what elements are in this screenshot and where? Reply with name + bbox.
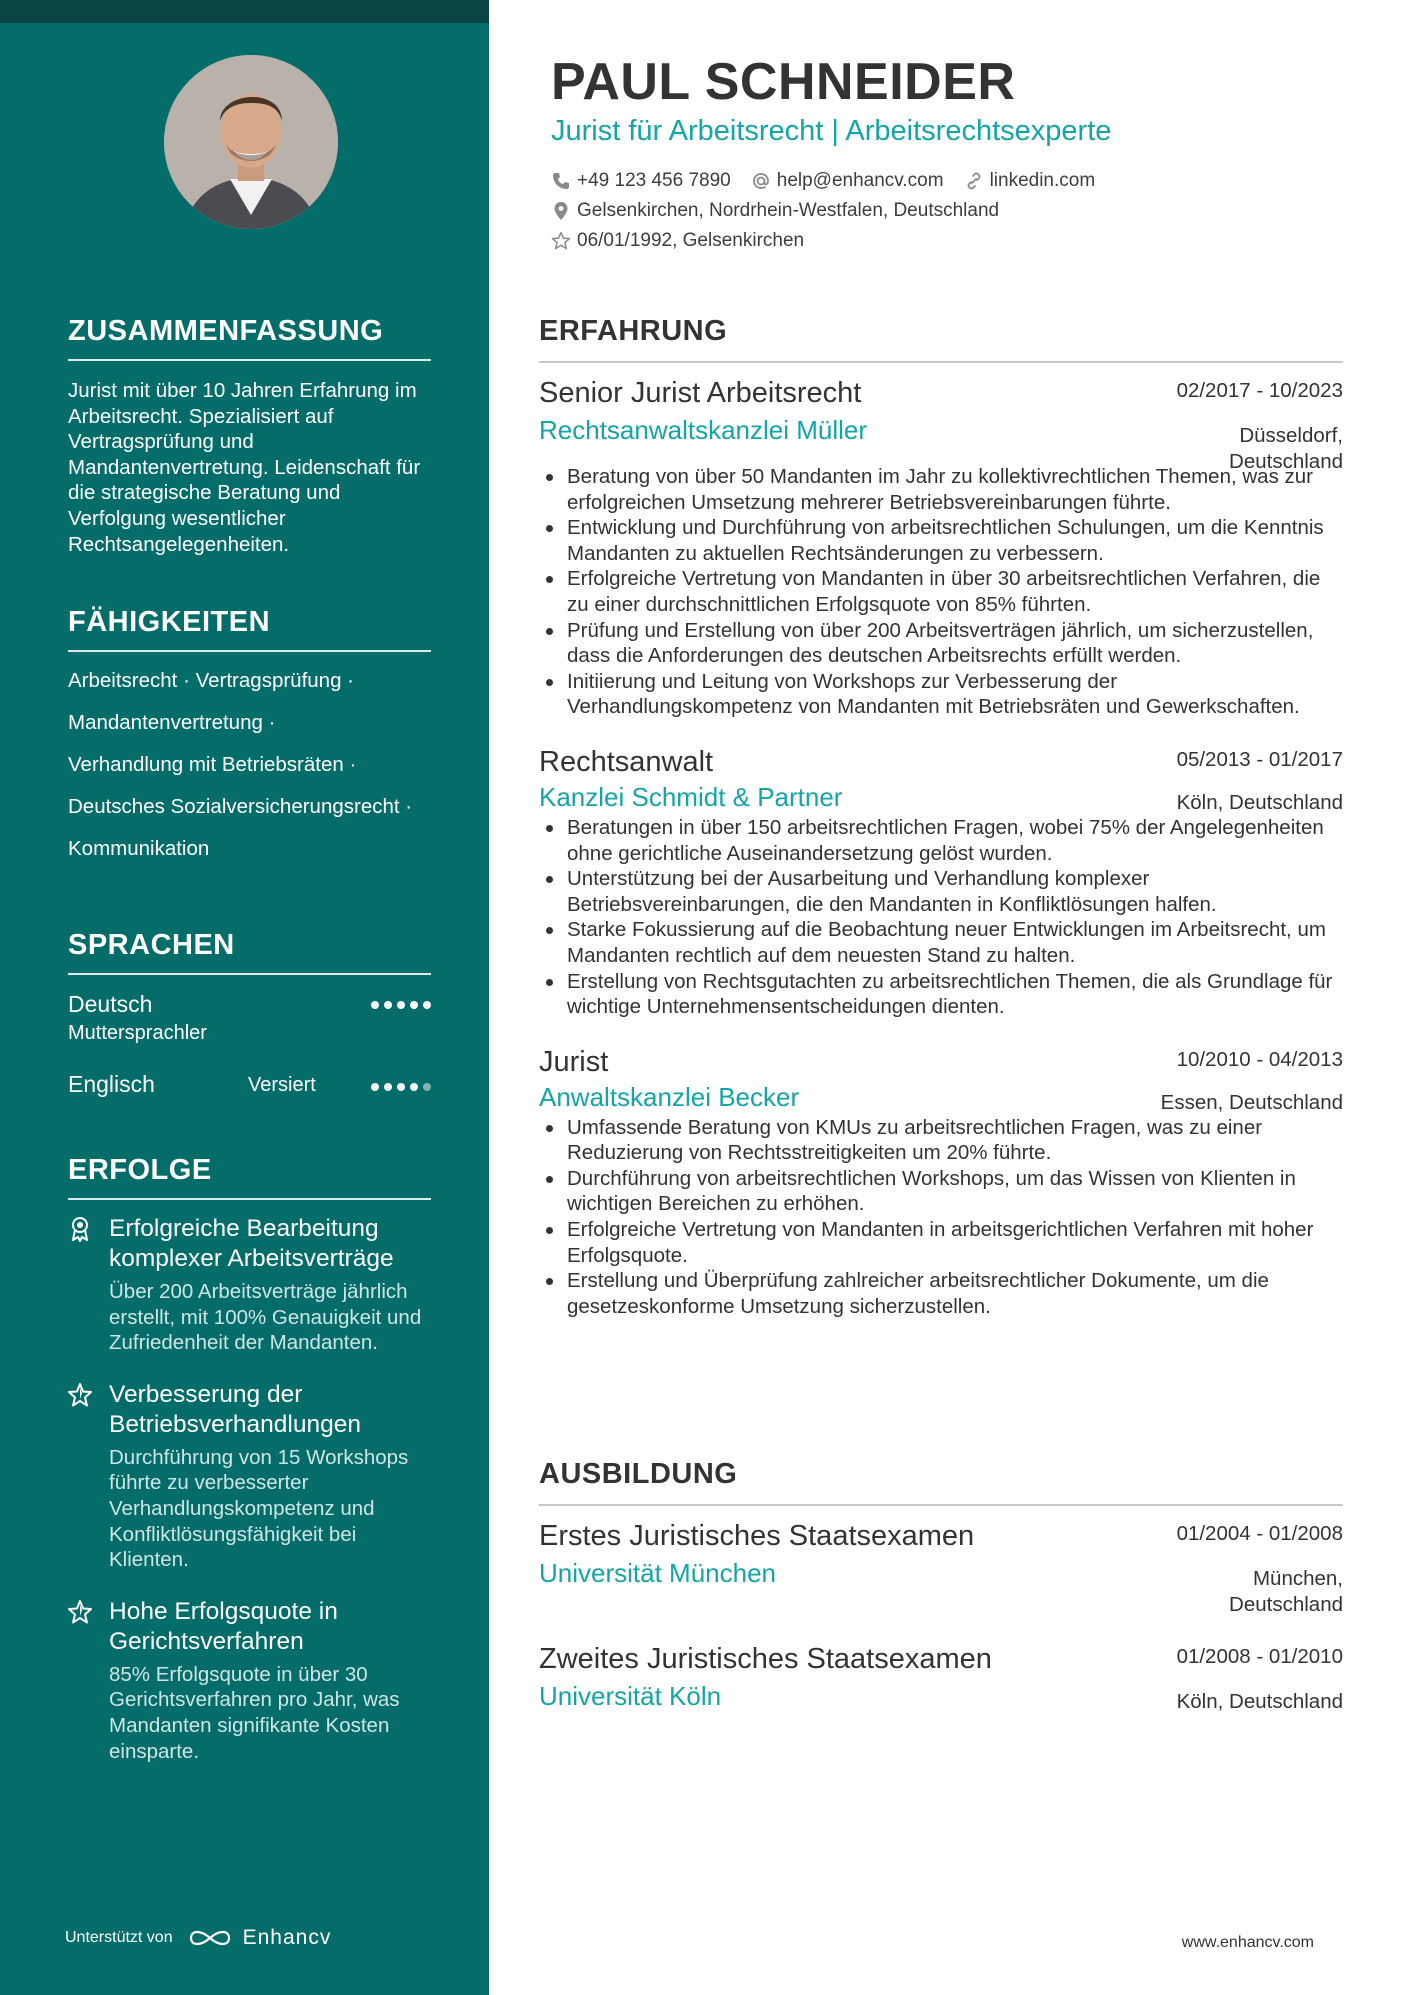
job-company: Kanzlei Schmidt & Partner bbox=[539, 781, 843, 812]
job-entry bbox=[539, 746, 1343, 1020]
language-name: Englisch bbox=[68, 1071, 155, 1097]
job-date: 02/2017 - 10/2023 bbox=[1176, 379, 1343, 402]
achievements-title: ERFOLGE bbox=[68, 1154, 431, 1200]
birth-text: 06/01/1992, Gelsenkirchen bbox=[577, 230, 805, 251]
skill-line: Mandantenvertretung · bbox=[68, 711, 276, 734]
contact-birth bbox=[551, 230, 804, 252]
skill-line: Kommunikation bbox=[68, 837, 210, 860]
job-company: Anwaltskanzlei Becker bbox=[539, 1081, 800, 1112]
job-bullet: Umfassende Beratung von KMUs zu arbeitsrechtlichen Fragen, was zu einer Reduzierung von Rechtsstreitigkeiten um 20% führte. bbox=[539, 1115, 1343, 1166]
job-bullet: Beratung von über 50 Mandanten im Jahr zu kollektivrechtlichen Themen, was zur erfolgreichen Umsetzung mehrerer Betriebsvereinbarungen führte. bbox=[539, 464, 1343, 515]
email-text[interactable]: help@enhancv.com bbox=[776, 170, 944, 191]
job-title: Rechtsanwalt bbox=[539, 745, 714, 778]
achievement-description: Durchführung von 15 Workshops führte zu verbesserter Verhandlungskompetenz und Konfliktlösungsfähigkeit bei Klienten. bbox=[109, 1445, 409, 1572]
job-title: Senior Jurist Arbeitsrecht bbox=[539, 377, 862, 409]
enhancv-logo[interactable] bbox=[187, 1926, 332, 1950]
job-bullet: Entwicklung und Durchführung von arbeitsrechtlichen Schulungen, um die Kenntnis Mandanten zu aktuellen Rechtsänderungen zu verbessern. bbox=[539, 515, 1343, 566]
location-text: Gelsenkirchen, Nordrhein-Westfalen, Deutschland bbox=[577, 200, 1000, 221]
education-school: Universität Köln bbox=[539, 1681, 722, 1711]
award-ribbon-icon bbox=[68, 1216, 92, 1242]
language-rating bbox=[371, 1083, 431, 1091]
job-bullet: Initiierung und Leitung von Workshops zur Verbesserung der Verhandlungskompetenz von Mandanten mit Betriebsräten und Gewerkschaften. bbox=[539, 669, 1343, 720]
rating-dot-filled bbox=[397, 1001, 405, 1009]
language-name: Deutsch bbox=[68, 991, 153, 1017]
education-school: Universität München bbox=[539, 1558, 776, 1588]
achievement-description: 85% Erfolgsquote in über 30 Gerichtsverfahren pro Jahr, was Mandanten signifikante Kosten einsparte. bbox=[109, 1662, 400, 1763]
education-location-line: Deutschland bbox=[1229, 1592, 1343, 1616]
location-row bbox=[551, 200, 999, 222]
education-location-line: München, bbox=[1252, 1567, 1343, 1590]
job-location-line: Essen, Deutschland bbox=[1160, 1090, 1343, 1114]
enhancv-logo-icon bbox=[187, 1926, 233, 1950]
education-entry bbox=[539, 1643, 1343, 1712]
sidebar bbox=[0, 0, 489, 1995]
language-level: Muttersprachler bbox=[68, 1022, 207, 1044]
achievements-section bbox=[68, 1154, 431, 1788]
skills-list bbox=[68, 666, 431, 876]
achievement-title: Hohe Erfolgsquote in Gerichtsverfahren bbox=[109, 1597, 338, 1655]
job-entry bbox=[539, 377, 1343, 720]
summary-title: ZUSAMMENFASSUNG bbox=[68, 315, 431, 361]
languages-list bbox=[68, 991, 431, 1151]
job-bullet: Erfolgreiche Vertretung von Mandanten in über 30 arbeitsrechtlichen Verfahren, die zu einer durchschnittlichen Erfolgsquote von 85% führten. bbox=[539, 566, 1343, 617]
powered-by bbox=[65, 1926, 331, 1950]
contact-row bbox=[551, 170, 1095, 192]
education-degree: Erstes Juristisches Staatsexamen bbox=[539, 1520, 975, 1552]
birth-row bbox=[551, 230, 804, 252]
job-date: 05/2013 - 01/2017 bbox=[1176, 747, 1343, 771]
language-item bbox=[68, 1071, 431, 1151]
job-bullet: Durchführung von arbeitsrechtlichen Workshops, um das Wissen von Klienten in wichtigen Bereichen zu erhöhen. bbox=[539, 1166, 1343, 1217]
star-icon bbox=[68, 1382, 92, 1408]
achievement-item bbox=[68, 1380, 431, 1573]
profile-photo-image bbox=[164, 55, 338, 229]
education-location bbox=[1177, 1689, 1343, 1715]
achievement-item bbox=[68, 1597, 431, 1764]
summary-text: Jurist mit über 10 Jahren Erfahrung im Arbeitsrecht. Spezialisiert auf Vertragsprüfung und Mandantenvertretung. Leidenschaft für die strategische Beratung und Verfolgung wesentlicher Rechtsangelegenheiten. bbox=[68, 379, 421, 556]
rating-dot-filled bbox=[371, 1001, 379, 1009]
education-location-line: Köln, Deutschland bbox=[1176, 1690, 1343, 1713]
languages-title: SPRACHEN bbox=[68, 929, 431, 975]
powered-by-label: Unterstützt von bbox=[65, 1929, 173, 1946]
job-bullet: Beratungen in über 150 arbeitsrechtlichen Fragen, wobei 75% der Angelegenheiten ohne gerichtliche Auseinandersetzung gelöst wurden. bbox=[539, 815, 1343, 866]
job-bullets bbox=[539, 815, 1343, 1020]
experience-title: ERFAHRUNG bbox=[539, 315, 1343, 363]
job-entry bbox=[539, 1046, 1343, 1320]
contact-website bbox=[964, 170, 1096, 192]
job-location-line: Köln, Deutschland bbox=[1176, 790, 1343, 814]
skills-title: FÄHIGKEITEN bbox=[68, 606, 431, 652]
achievement-item bbox=[68, 1214, 431, 1356]
at-icon bbox=[751, 171, 771, 191]
rating-dot-filled bbox=[423, 1001, 431, 1009]
rating-dot-filled bbox=[410, 1083, 418, 1091]
education-degree: Zweites Juristisches Staatsexamen bbox=[539, 1643, 992, 1675]
job-location-line: Düsseldorf, bbox=[1239, 424, 1343, 447]
language-item bbox=[68, 991, 431, 1071]
location-pin-icon bbox=[551, 201, 571, 221]
education-title: AUSBILDUNG bbox=[539, 1458, 1343, 1506]
achievements-list bbox=[68, 1214, 431, 1764]
footer-url[interactable]: www.enhancv.com bbox=[1181, 1934, 1314, 1951]
job-bullet: Erstellung und Überprüfung zahlreicher arbeitsrechtlicher Dokumente, um die gesetzeskonforme Umsetzung sicherzustellen. bbox=[539, 1268, 1343, 1319]
contact-phone bbox=[551, 170, 731, 192]
skill-line: Deutsches Sozialversicherungsrecht · bbox=[68, 795, 413, 818]
job-bullets bbox=[539, 464, 1343, 720]
contact-email bbox=[751, 170, 944, 192]
education-date: 01/2004 - 01/2008 bbox=[1176, 1522, 1343, 1545]
achievement-description: Über 200 Arbeitsverträge jährlich erstellt, mit 100% Genauigkeit und Zufriedenheit der Mandanten. bbox=[109, 1280, 422, 1355]
profile-photo bbox=[164, 55, 338, 229]
education-date: 01/2008 - 01/2010 bbox=[1176, 1645, 1343, 1668]
rating-dot-filled bbox=[371, 1083, 379, 1091]
job-bullet: Starke Fokussierung auf die Beobachtung neuer Entwicklungen im Arbeitsrecht, um Mandanten rechtlich auf dem neuesten Stand zu halten. bbox=[539, 917, 1343, 968]
job-bullet: Erfolgreiche Vertretung von Mandanten in arbeitsgerichtlichen Verfahren mit hoher Erfolgsquote. bbox=[539, 1217, 1343, 1268]
achievement-title: Erfolgreiche Bearbeitung komplexer Arbeitsverträge bbox=[109, 1215, 394, 1272]
skill-line: Verhandlung mit Betriebsräten · bbox=[68, 753, 357, 776]
website-text[interactable]: linkedin.com bbox=[989, 170, 1096, 191]
star-icon bbox=[68, 1599, 92, 1625]
skills-section bbox=[68, 606, 431, 876]
rating-dot-filled bbox=[410, 1001, 418, 1009]
education-section bbox=[539, 1458, 1343, 1712]
enhancv-logo-text: Enhancv bbox=[242, 1926, 332, 1949]
job-location bbox=[1177, 790, 1343, 816]
link-icon bbox=[964, 171, 984, 191]
languages-section bbox=[68, 929, 431, 1151]
achievement-title: Verbesserung der Betriebsverhandlungen bbox=[109, 1380, 361, 1438]
job-date: 10/2010 - 04/2013 bbox=[1176, 1047, 1343, 1071]
rating-dot-filled bbox=[397, 1083, 405, 1091]
language-level: Versiert bbox=[248, 1074, 316, 1096]
candidate-headline: Jurist für Arbeitsrecht | Arbeitsrechtsexperte bbox=[551, 115, 1112, 147]
sidebar-top-bar bbox=[0, 0, 489, 23]
skill-line: Arbeitsrecht · Vertragsprüfung · bbox=[68, 669, 354, 692]
rating-dot-filled bbox=[384, 1001, 392, 1009]
job-location-line: Deutschland bbox=[1229, 449, 1343, 473]
job-bullet: Prüfung und Erstellung von über 200 Arbeitsverträgen jährlich, um sicherzustellen, dass die Anforderungen des deutschen Arbeitsrechts erfüllt werden. bbox=[539, 618, 1343, 669]
summary-section bbox=[68, 315, 431, 557]
contact-location bbox=[551, 200, 999, 222]
education-entry bbox=[539, 1520, 1343, 1632]
education-location bbox=[1229, 1566, 1343, 1617]
candidate-name: PAUL SCHNEIDER bbox=[551, 53, 1016, 111]
phone-text[interactable]: +49 123 456 7890 bbox=[577, 170, 731, 191]
rating-dot-empty bbox=[423, 1083, 431, 1091]
job-title: Jurist bbox=[539, 1045, 609, 1078]
job-location bbox=[1161, 1090, 1343, 1116]
rating-dot-filled bbox=[384, 1083, 392, 1091]
job-company: Rechtsanwaltskanzlei Müller bbox=[539, 415, 868, 445]
job-bullet: Unterstützung bei der Ausarbeitung und Verhandlung komplexer Betriebsvereinbarungen, die den Mandanten in Konfliktlösungen halfen. bbox=[539, 866, 1343, 917]
language-rating bbox=[371, 1001, 431, 1009]
star-outline-icon bbox=[551, 231, 571, 251]
job-bullet: Erstellung von Rechtsgutachten zu arbeitsrechtlichen Themen, die als Grundlage für wichtige Unternehmensentscheidungen dienten. bbox=[539, 969, 1343, 1020]
job-bullets bbox=[539, 1115, 1343, 1320]
experience-section bbox=[539, 315, 1343, 1319]
phone-icon bbox=[551, 171, 571, 191]
